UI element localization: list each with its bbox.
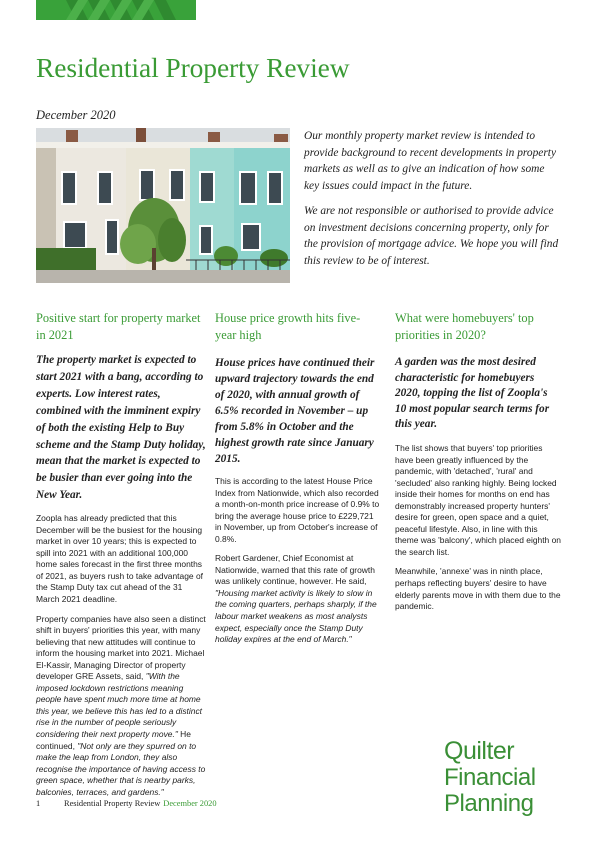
article-paragraph	[36, 614, 206, 799]
article-quote: "Housing market activity is likely to slow in the coming quarters, perhaps sharply, if the labour market weakens as most analysts expect, especially once the Stamp Duty holiday expires at the end of March."	[215, 587, 377, 645]
article-heading: What were homebuyers' top priorities in 2020?	[395, 311, 534, 342]
issue-date: December 2020	[36, 108, 116, 122]
article-quote: "With the imposed lockdown restrictions meaning people have spent much more time at home this year, we believe this has led to a distinct rise in the number of people seriously considering their next property move."	[36, 671, 203, 739]
article-text: Property companies have also seen a distinct shift in buyers' priorities this year, with many believing that new attitudes will continue to inform the housing market into 2021. Michael El-Kassir, Managing Director of property developer GRE Assets, said,	[36, 613, 206, 682]
terraced-houses-image	[36, 128, 290, 283]
quilter-logo	[444, 738, 536, 816]
article-heading: Positive start for property market in 2021	[36, 311, 201, 342]
article-paragraph: The list shows that buyers' top priorities have been greatly influenced by the pandemic, with 'detached', 'rural' and 'secluded' also ranking highly. Being locked inside their homes for months on end has demonstrably increased property hunters' desire for green, open space and a quiet, peaceful lifestyle. Also, in line with this theme was 'balcony', which placed eighth on the search list.	[395, 442, 561, 557]
intro-paragraph: We are not responsible or authorised to provide advice on investment decisions concerning property, only for the provision of mortgage advice. We hope you will find this review to be of interest.	[304, 204, 559, 267]
page-footer	[36, 799, 217, 808]
article-column-1	[36, 310, 206, 806]
logo-line: Financial	[444, 764, 536, 791]
header-band	[36, 0, 196, 20]
article-lead: A garden was the most desired characteristic for homebuyers 2020, topping the list of Zoopla's 10 most popular search terms for this year.	[395, 356, 550, 431]
article-paragraph: Meanwhile, 'annexe' was in ninth place, perhaps reflecting buyers' desire to have elderly parents move in with them due to the pandemic.	[395, 566, 561, 612]
article-text: He continued,	[36, 729, 191, 751]
houses-photo	[36, 128, 290, 283]
article-lead: House prices have continued their upward trajectory towards the end of 2020, with annual growth of 6.5% recorded in November – up from 5.8% in October and the highest growth rate since January 2015.	[215, 357, 375, 465]
article-text: Robert Gardener, Chief Economist at Nationwide, warned that this rate of growth was unlikely continue, however. He said,	[215, 553, 375, 587]
page-number: 1	[36, 799, 41, 808]
chevron-pattern-icon	[36, 0, 196, 20]
article-paragraph: This is according to the latest House Price Index from Nationwide, which also recorded a month-on-month price increase of 0.9% to bring the average house price to £229,721 in November, up from October's increase of 0.8%.	[215, 476, 380, 544]
logo-line: Planning	[444, 789, 534, 817]
article-heading: House price growth hits five-year high	[215, 311, 361, 342]
intro-paragraph: Our monthly property market review is intended to provide background to recent developments in property markets as well as to give an indication of how some key issues could impact in the future.	[304, 130, 556, 192]
logo-line: Quilter	[444, 737, 515, 765]
footer-date: December 2020	[163, 799, 217, 808]
article-paragraph	[215, 553, 380, 645]
article-paragraph: Zoopla has already predicted that this December will be the busiest for the housing market in over 10 years; this is expected to spill into 2021 with an additional 100,000 home sales forecast in the first three months of 2021, as buyers rush to take advantage of the Stamp Duty tax cut ahead of the 31 March 2021 deadline.	[36, 513, 203, 604]
article-lead: The property market is expected to start 2021 with a bang, according to experts. Low interest rates, combined with the imminent expiry of both the existing Help to Buy scheme and the Stamp Duty holiday, mean that the market is expected to be busier than ever going into the New Year.	[36, 354, 206, 502]
article-column-3	[395, 310, 561, 621]
article-column-2	[215, 310, 380, 654]
page-title: Residential Property Review	[36, 52, 350, 83]
intro-text	[304, 128, 560, 278]
footer-title: Residential Property Review	[64, 799, 161, 808]
article-quote: "Not only are they spurred on to make the leap from London, they also recognise the importance of having access to green space, whether that is nearby parks, balconies, terraces, and gardens."	[36, 740, 206, 797]
